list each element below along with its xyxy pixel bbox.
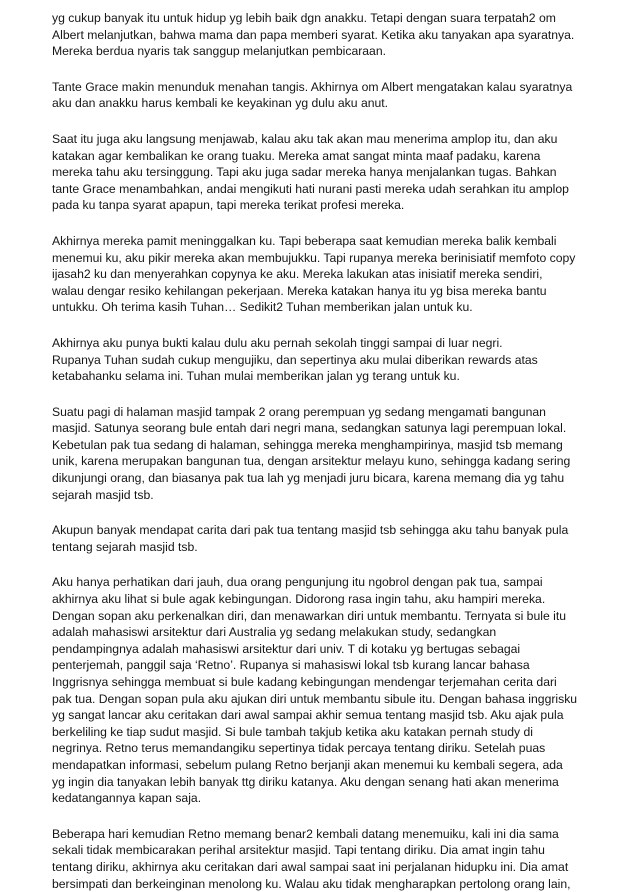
text-line: mereka tahu aku tersinggung. Tapi aku juga sadar mereka hanya menjalankan tugas. Bahkan xyxy=(52,165,557,180)
text-line: tante Grace menambahkan, andai mengikuti hati nurani pasti mereka udah serahkan itu amplop xyxy=(52,181,569,196)
text-line: negrinya. Retno terus memandangiku sepertinya tidak percaya tentang diriku. Setelah puas xyxy=(52,741,546,756)
paragraph xyxy=(52,131,608,214)
text-line: yg sangat lancar aku ceritakan dari awal sampai akhir semua tentang masjid tsb. Aku ajak pula xyxy=(52,708,564,723)
text-line: Inggrisnya sehingga membuat si bule kadang kebingungan mendengar terjemahan cerita dari xyxy=(52,675,557,689)
text-line: berkeliling ke tiap sudut masjid. Si bule tambah takjub ketika aku katakan pernah study di xyxy=(52,724,534,739)
text-line: Tante Grace makin menunduk menahan tangis. Akhirnya om Albert mengatakan kalau syaratnya xyxy=(52,79,573,94)
text-line: walau dengar resiko kehilangan pekerjaan. Mereka katakan hanya itu yg bisa mereka bantu xyxy=(52,283,547,298)
text-line: tentang diriku, akhirnya aku ceritakan dari awal sampai saat ini perjalanan hidupku ini. Dia amat xyxy=(52,859,569,874)
text-line: menemui ku, aku pikir mereka akan membujukku. Tapi rupanya mereka berinisiatif memfoto copy xyxy=(52,250,576,265)
paragraph xyxy=(52,574,608,806)
text-line: kedatangannya kapan saja. xyxy=(52,791,202,806)
text-line: yg ingin dia tanyakan lebih banyak ttg diriku katanya. Aku dengan senang hati akan menerima xyxy=(52,774,559,789)
text-line: Albert melanjutkan, bahwa mama dan papa memberi syarat. Ketika aku tanyakan apa syaratnya. xyxy=(52,27,575,42)
paragraph xyxy=(52,233,608,316)
text-line: mendapatkan informasi, sebelum pulang Retno berjanji akan menemui ku kembali segera, ada xyxy=(52,757,563,772)
text-line: unik, karena merupakan bangunan tua, dengan arsitektur melayu kuno, sehingga kadang sering xyxy=(52,454,571,469)
text-line: pendampingnya adalah mahasiswi arsitektur dari univ. T di kotaku yg bertugas sebagai xyxy=(52,641,521,656)
text-line: masjid. Satunya seorang bule entah dari negri mana, sedangkan satunya lagi perempuan lokal. xyxy=(52,421,567,436)
paragraph xyxy=(52,335,608,385)
text-line: Rupanya Tuhan sudah cukup mengujiku, dan sepertinya aku mulai diberikan rewards atas xyxy=(52,352,538,367)
text-line: Mereka berdua nyaris tak sanggup melanjutkan pembicaraan. xyxy=(52,44,386,59)
paragraph xyxy=(52,79,608,112)
text-line: katakan agar kembalikan ke orang tuaku. Mereka amat sangat minta maaf padaku, karena xyxy=(52,148,541,163)
text-line: Akupun banyak mendapat carita dari pak tua tentang masjid tsb sehingga aku tahu banyak pula xyxy=(52,523,569,538)
paragraph xyxy=(52,10,608,60)
text-line: Saat itu juga aku langsung menjawab, kalau aku tak akan mau menerima amplop itu, dan aku xyxy=(52,131,558,146)
text-line: ijasah2 ku dan menyerahkan copynya ke aku. Mereka lakukan atas inisiatif mereka sendiri, xyxy=(52,267,543,282)
text-line: adalah mahasiswi arsitektur dari Australia yg sedang melakukan study, sedangkan xyxy=(52,625,497,640)
text-line: Dengan sopan aku perkenalkan diri, dan menawarkan diri untuk membantu. Ternyata si bule itu xyxy=(52,608,566,623)
text-line: tentang sejarah masjid tsb. xyxy=(52,539,198,554)
paragraph xyxy=(52,404,608,504)
text-line: penterjemah, panggil saja ‘Retno’. Rupanya si mahasiswi lokal tsb kurang lancar bahasa xyxy=(52,658,530,673)
text-line: untukku. Oh terima kasih Tuhan… Sedikit2 Tuhan memberikan jalan untuk ku. xyxy=(52,300,473,315)
text-line: sejarah masjid tsb. xyxy=(52,487,154,502)
text-line: Akhirnya aku punya bukti kalau dulu aku pernah sekolah tinggi sampai di luar negri. xyxy=(52,335,503,350)
text-line: aku dan anakku harus kembali ke keyakinan yg dulu aku anut. xyxy=(52,96,389,111)
paragraph xyxy=(52,522,608,555)
text-line: pak tua. Dengan sopan pula aku ajukan diri untuk membantu sibule itu. Dengan bahasa inggrisku xyxy=(52,691,578,706)
text-line: yg cukup banyak itu untuk hidup yg lebih baik dgn anakku. Tetapi dengan suara terpatah2 om xyxy=(52,11,556,25)
text-line: pada ku tanpa syarat apapun, tapi mereka terikat profesi mereka. xyxy=(52,198,405,213)
text-line: akhirnya aku lihat si bule agak kebingungan. Didorong rasa ingin tahu, aku hampiri mereka. xyxy=(52,592,546,607)
text-line: bersimpati dan berkeinginan menolong ku. Walau aku tidak mengharapkan pertolong orang lain, xyxy=(52,876,571,891)
paragraph xyxy=(52,826,608,892)
text-line: Akhirnya mereka pamit meninggalkan ku. Tapi beberapa saat kemudian mereka balik kembali xyxy=(52,233,557,248)
text-line: Suatu pagi di halaman masjid tampak 2 orang perempuan yg sedang mengamati bangunan xyxy=(52,404,546,419)
text-line: dikunjungi orang, dan biasanya pak tua lah yg menjadi juru bicara, karena memang dia yg tahu xyxy=(52,471,565,486)
text-line: ketabahanku selama ini. Tuhan mulai memberikan jalan yg terang untuk ku. xyxy=(52,369,460,384)
text-line: Aku hanya perhatikan dari jauh, dua orang pengunjung itu ngobrol dengan pak tua, sampai xyxy=(52,575,543,590)
text-line: sekali tidak membicarakan perihal arsitektur masjid. Tapi tentang diriku. Dia amat ingin tahu xyxy=(52,843,545,858)
text-line: Beberapa hari kemudian Retno memang benar2 kembali datang menemuiku, kali ini dia sama xyxy=(52,826,559,841)
text-line: Kebetulan pak tua sedang di halaman, sehingga mereka menghampirinya, masjid tsb memang xyxy=(52,437,563,452)
